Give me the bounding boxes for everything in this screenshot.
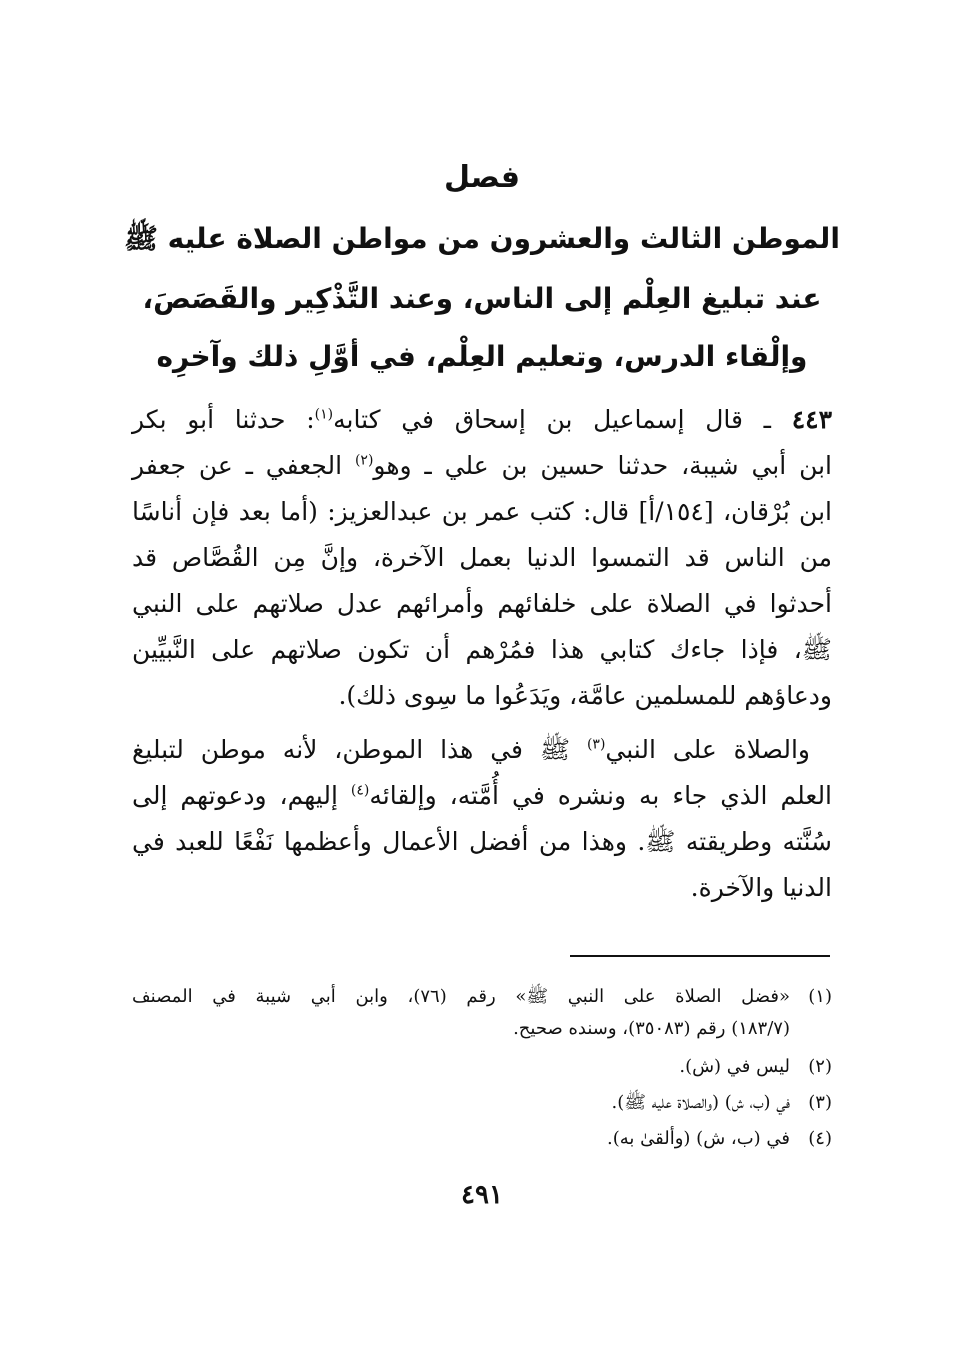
paragraph-line: ودعاؤهم للمسلمين عامَّة، ويَدَعُوا ما سِوى ذلك). xyxy=(338,681,832,710)
footnote-divider xyxy=(570,955,830,957)
paragraph-line: الدنيا والآخرة. xyxy=(690,873,832,902)
footnote-marker: (١) xyxy=(808,986,832,1007)
footnote-item: (١)«فضل الصلاة على النبي ﷺ» رقم (٧٦)، وابن أبي شيبة في المصنف xyxy=(132,982,832,1012)
paragraph-line: ٤٤٣ ـ قال إسماعيل بن إسحاق في كتابه$^{(١)}$: حدثنا أبو بكر xyxy=(132,405,833,434)
footnote-ref: (١) xyxy=(314,406,334,423)
footnote-ref: (٣) xyxy=(586,736,606,753)
section-heading: فصل xyxy=(444,160,520,195)
page-number: ٤٩١ xyxy=(461,1180,503,1210)
chapter-title-line-2: عند تبليغ العِلْم إلى الناس، وعند التَّذْكِير والقَصَصَ، xyxy=(142,282,822,315)
chapter-title-line-3: وإلْقاء الدرس، وتعليم العِلْم، في أوَّلِ ذلك وآخرِه xyxy=(156,340,808,373)
hadith-number: ٤٤٣ xyxy=(791,405,833,434)
paragraph-line: ابن بُرْقان، [١٥٤/أ] قال: كتب عمر بن عبدالعزيز: (أما بعد فإن أناسًا xyxy=(132,497,832,526)
paragraph-line: أحدثوا في الصلاة على خلفائهم وأمرائهم عدل صلاتهم على النبي xyxy=(132,589,832,618)
paragraph-line: ﷺ، فإذا جاءك كتابي هذا فمُرْهم أن تكون صلاتهم على النَّبيِّين xyxy=(132,635,832,664)
footnote-ref: (٤) xyxy=(350,782,370,799)
paragraph-line: ابن أبي شيبة، حدثنا حسين بن علي ـ وهو$^{(٢)}$ الجعفي ـ عن جعفر xyxy=(132,451,833,480)
paragraph-line: العلم الذي جاء به ونشره في أُمَّته، وإلقائه$^{(٤)}$ إليهم، ودعوتهم إلى xyxy=(132,781,833,810)
footnote-item: (٢)ليس في (ش). xyxy=(132,1052,832,1082)
footnote-item: (٣)في (ب، ش) (والصلاة عليه ﷺ). xyxy=(132,1088,832,1118)
paragraph-line: من الناس قد التمسوا الدنيا بعمل الآخرة، وإنَّ مِن القُصَّاص قد xyxy=(132,543,832,572)
paragraph-line: والصلاة على النبي$^{(٣)}$ ﷺ في هذا الموطن، لأنه موطن لتبليغ xyxy=(132,735,810,764)
footnote-continuation: (١٨٣/٧) رقم (٣٥٠٨٣)، وسنده صحيح. xyxy=(513,1018,790,1039)
chapter-title-line-1: الموطن الثالث والعشرون من مواطن الصلاة عليه ﷺ xyxy=(124,222,840,255)
footnote-item: (٤)في (ب، ش) (وألقىٰ به). xyxy=(132,1124,832,1154)
footnote-marker: (٢) xyxy=(808,1056,832,1077)
footnote-marker: (٣) xyxy=(808,1092,832,1113)
footnote-marker: (٤) xyxy=(808,1128,832,1149)
footnote-ref: (٢) xyxy=(354,452,374,469)
paragraph-line: سُنَّته وطريقته ﷺ. وهذا من أفضل الأعمال وأعظمها نَفْعًا للعبد في xyxy=(132,827,832,856)
